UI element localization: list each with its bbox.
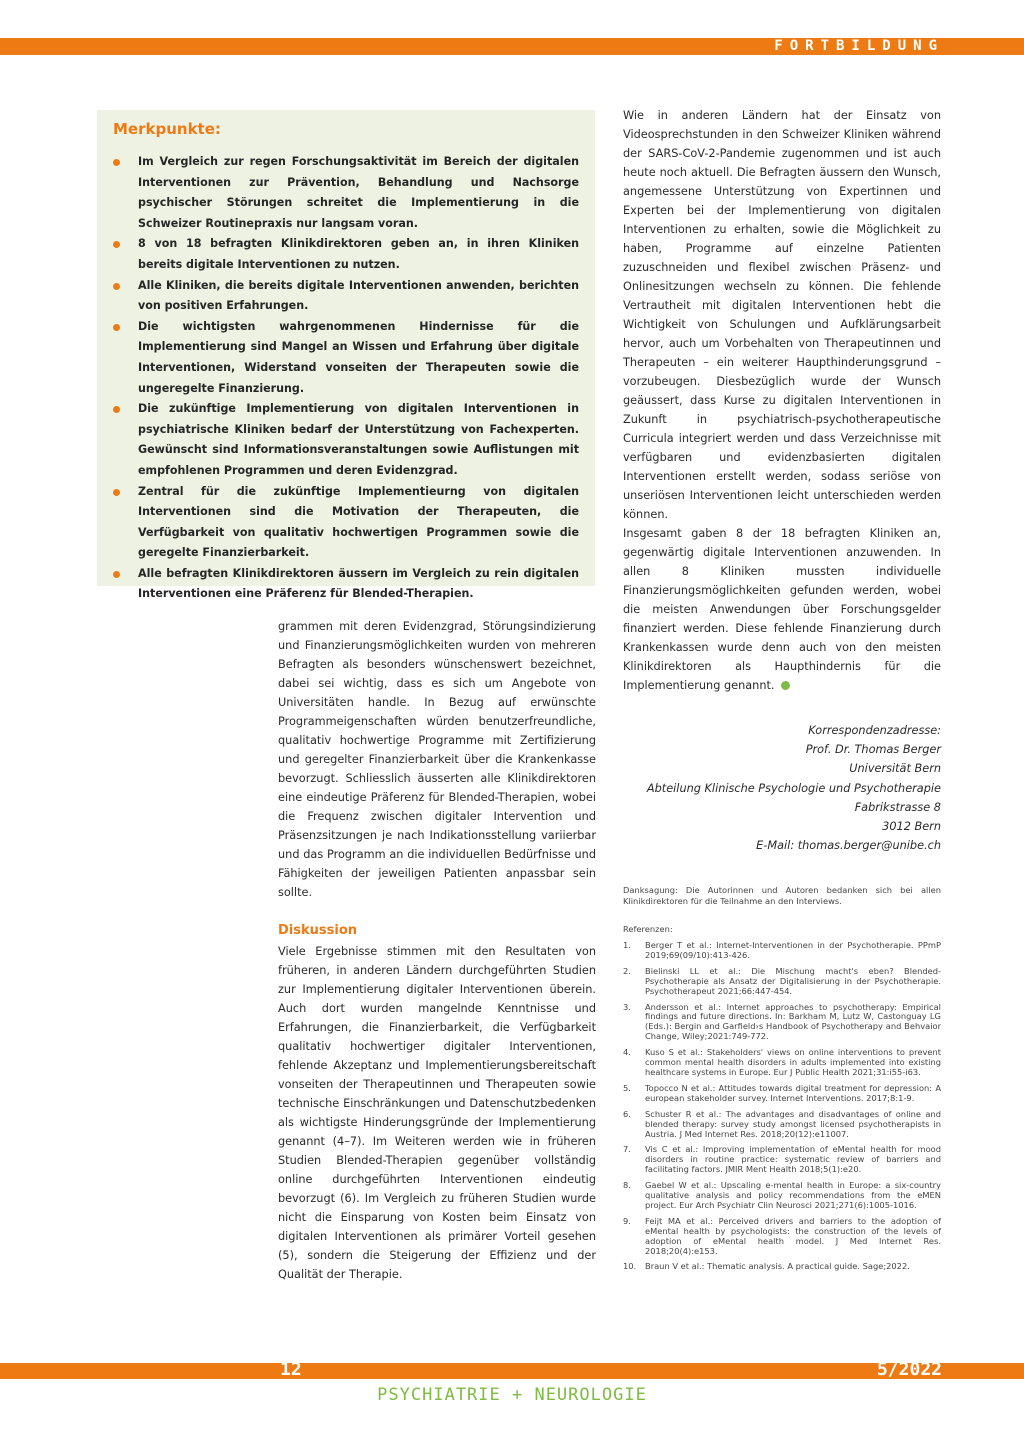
bullet-icon bbox=[113, 241, 120, 248]
bullet-icon bbox=[113, 159, 120, 166]
list-item: 2. Bielinski LL et al.: Die Mischung macht's eben? Blended-Psychotherapie als Ansatz der Digitalisierung in der Psychotherapie. Psychotherapeut 2021;66:447-454. bbox=[623, 965, 941, 996]
list-item: 9. Feijt MA et al.: Perceived drivers and barriers to the adoption of eMental health by psychologists: the construction of the levels of adoption of eMental health model. J Med Internet Res. 2018;20(4):e153. bbox=[623, 1215, 941, 1256]
acknowledgement: Danksagung: Die Autorinnen und Autoren bedanken sich bei allen Klinikdirektoren für die Teilnahme an den Interviews. bbox=[623, 885, 941, 907]
merkpunkte-box bbox=[97, 110, 595, 601]
list-item: 6. Schuster R et al.: The advantages and disadvantages of online and blended therapy: survey study amongst licensed psychotherapists in Austria. J Med Internet Res. 2018;20(12):e11007. bbox=[623, 1108, 941, 1139]
list-item: Im Vergleich zur regen Forschungsaktivität im Bereich der digitalen Interventionen zur Prävention, Behandlung und Nachsorge psychischer Störungen schreitet die Implementierung in die Schweizer Routinepraxis nur langsam voran. bbox=[113, 152, 579, 234]
references-title: Referenzen: bbox=[623, 924, 673, 935]
list-item: 10. Braun V et al.: Thematic analysis. A practical guide. Sage;2022. bbox=[623, 1261, 910, 1272]
bullet-icon bbox=[113, 406, 120, 413]
references-list bbox=[623, 941, 941, 1272]
middle-column bbox=[278, 617, 596, 1284]
section-label: FORTBILDUNG bbox=[774, 38, 944, 54]
list-item: Alle Kliniken, die bereits digitale Interventionen anwenden, berichten von positiven Erfahrungen. bbox=[113, 276, 579, 317]
footer-bar bbox=[0, 1359, 1024, 1380]
bullet-icon bbox=[113, 324, 120, 331]
body-paragraph: Wie in anderen Ländern hat der Einsatz von Videosprechstunden in den Schweizer Kliniken während der SARS-CoV-2-Pandemie zugenommen und ist auch heute noch aktuell. Die Befragten äussern den Wunsch, angemessene Unterstützung von Expertinnen und Experten bei der Implementierung von digitalen Interventionen zu erhalten, sowie die Möglichkeit zu haben, Programme auf einzelne Patienten zuzuschneiden und flexibel zwischen Präsenz- und Onlinesitzungen wechseln zu können. Die fehlende Vertrautheit mit digitalen Interventionen hebt die Wichtigkeit von Schulungen und Aufklärungsarbeit hervor, auch um Vorbehalten von Therapeutinnen und Therapeuten – ein weiterer Haupthinderungsgrund – vorzubeugen. Diesbezüglich wurde der Wunsch geäussert, dass Kurse zu digitalen Interventionen in Zukunft in psychiatrisch-psychotherapeutische Curricula integriert werden und dass Verzeichnisse mit verfügbaren und evidenzbasierten digitalen Interventionen erstellt werden, sodass seriöse von unseriösen Interventionen leicht unterschieden werden können. bbox=[623, 109, 941, 521]
email-address: E-Mail: thomas.berger@unibe.ch bbox=[756, 839, 941, 853]
merkpunkte-title: Merkpunkte: bbox=[113, 120, 221, 138]
list-item: 8. Gaebel W et al.: Upscaling e-mental health in Europe: a six-country qualitative analysis and policy recommendations from the eMEN project. Eur Arch Psychiatr Clin Neurosci 2021;271(6):1005-1016. bbox=[623, 1180, 941, 1210]
list-item: 1. Berger T et al.: Internet-Interventionen in der Psychotherapie. PPmP 2019;69(09/10):413-426. bbox=[623, 940, 941, 960]
journal-title: PSYCHIATRIE + NEUROLOGIE bbox=[377, 1385, 647, 1405]
body-paragraph: Viele Ergebnisse stimmen mit den Resultaten von früheren, in anderen Ländern durchgeführten Studien zur Implementierung digitaler Interventionen überein. Auch dort wurden mangelnde Kenntnisse und Erfahrungen, die Finanzierbarkeit, die Verfügbarkeit qualitativ hochwertiger digitaler Interventionen, fehlende Akzeptanz und Implementierungsbereitschaft vonseiten der Therapeutinnen und Therapeuten sowie technische Einschränkungen und Datenschutzbedenken als wichtigste Hinderungsgründe der Implementierung genannt (4–7). Im Weiteren werden wie in früheren Studien Blended-Therapien gegenüber vollständig online durchgeführten Interventionen eindeutig bevorzugt (6). Im Vergleich zu früheren Studien wurde nicht die Einsparung von Kosten beim Einsatz von digitalen Interventionen als primärer Vorteil gesehen (5), sondern die Steigerung der Effizienz und der Qualität der Therapie. bbox=[278, 945, 596, 1281]
list-item: Alle befragten Klinikdirektoren äussern im Vergleich zu rein digitalen Interventionen eine Präferenz für Blended-Therapien. bbox=[113, 564, 579, 605]
end-mark-icon bbox=[781, 681, 790, 690]
bullet-icon bbox=[113, 283, 120, 290]
right-column bbox=[623, 106, 941, 1278]
bullet-icon bbox=[113, 489, 120, 496]
section-heading: Diskussion bbox=[278, 923, 358, 938]
list-item: 8 von 18 befragten Klinikdirektoren geben an, in ihren Kliniken bereits digitale Interventionen zu nutzen. bbox=[113, 234, 579, 275]
body-paragraph: grammen mit deren Evidenzgrad, Störungsindizierung und Finanzierungsmöglichkeiten wurden von mehreren Befragten als besonders wünschenswert bezeichnet, dabei sei wichtig, dass es sich um Angebote von Universitäten handle. In Bezug auf erwünschte Programmeigenschaften würden benutzerfreundliche, qualitativ hochwertige Programme mit Zertifizierung und geregelter Finanzierbarkeit über die Krankenkasse bevorzugt. Schliesslich äusserten alle Klinikdirektoren eine eindeutige Präferenz für Blended-Therapien, wobei die Frequenz zwischen digitaler Intervention und Präsenzsitzungen je nach Indikationsstellung variierbar und das Programm an die individuellen Bedürfnisse und Fähigkeiten der jeweiligen Patienten anpassbar sein sollte. bbox=[278, 620, 596, 899]
list-item: Die wichtigsten wahrgenommenen Hindernisse für die Implementierung sind Mangel an Wissen und Erfahrung über digitale Interventionen, Widerstand vonseiten der Therapeuten sowie die ungeregelte Finanzierung. bbox=[113, 317, 579, 399]
list-item: 7. Vis C et al.: Improving implementation of eMental health for mood disorders in routine practice: systematic review of barriers and facilitating factors. JMIR Ment Health 2018;5(1):e20. bbox=[623, 1144, 941, 1175]
list-item: Zentral für die zukünftige Implementieurng von digitalen Interventionen sind die Motivation der Therapeuten, die Verfügbarkeit von qualitativ hochwertigen Programmen sowie die geregelte Finanzierbarkeit. bbox=[113, 482, 579, 564]
header-bar bbox=[0, 38, 1024, 55]
bullet-icon bbox=[113, 571, 120, 578]
issue-number: 5/2022 bbox=[876, 1359, 942, 1380]
list-item: 5. Topocco N et al.: Attitudes towards digital treatment for depression: A european stakeholder survey. Internet Interventions. 2017;8:1-9. bbox=[623, 1082, 941, 1103]
merkpunkte-list bbox=[113, 152, 579, 605]
body-paragraph: Insgesamt gaben 8 der 18 befragten Kliniken an, gegenwärtig digitale Interventionen anzuwenden. In allen 8 Kliniken mussten individuelle Finanzierungsmöglichkeiten gefunden werden, wobei die meisten Anwendungen über Forschungsgelder finanziert werden. Diese fehlende Finanzierung durch Krankenkassen wurde denn auch von den meisten Klinikdirektoren als Haupthindernis für die Implementierung genannt. bbox=[623, 527, 941, 692]
page-number: 12 bbox=[280, 1359, 302, 1380]
list-item: Die zukünftige Implementierung von digitalen Interventionen in psychiatrische Kliniken bedarf der Unterstützung von Fachexperten. Gewünscht sind Informationsveranstaltungen sowie Auflistungen mit empfohlenen Programmen und deren Evidenzgrad. bbox=[113, 399, 579, 481]
list-item: 3. Andersson et al.: Internet approaches to psychotherapy: Empirical findings and future directions. In: Barkham M, Lutz W, Castonguay LG (Eds.): Bergin and Garfield›s Handbook of Psychotherapy and Behvaior Change, Wiley;2021:749-772. bbox=[623, 1001, 941, 1042]
correspondence-address: Korrespondenzadresse: Prof. Dr. Thomas Berger Universität Bern Abteilung Klinische Psychologie und Psychotherapie Fabrikstrasse 8 3012 Bern E-Mail: thomas.berger@unibe.ch bbox=[623, 721, 941, 855]
list-item: 4. Kuso S et al.: Stakeholders' views on online interventions to prevent common mental health disorders in adults implemented into existing healthcare systems in Europe. Eur J Public Health 2021;31:i55-i63. bbox=[623, 1047, 941, 1077]
